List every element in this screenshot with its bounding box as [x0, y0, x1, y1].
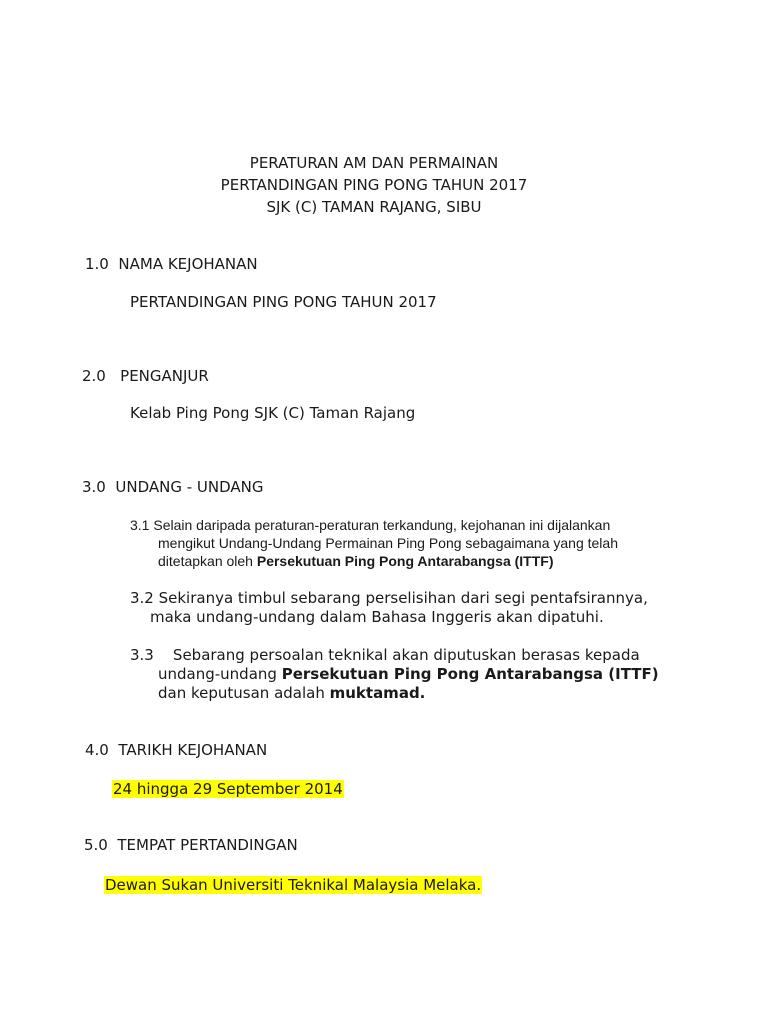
section-1-body: PERTANDINGAN PING PONG TAHUN 2017: [130, 293, 437, 311]
clause-3-2-line-2: maka undang-undang dalam Bahasa Inggeris akan dipatuhi.: [150, 608, 604, 626]
clause-3-2-line-1: 3.2 Sekiranya timbul sebarang perselisihan dari segi pentafsirannya,: [130, 589, 648, 607]
clause-3-3-line-3: [130, 684, 672, 703]
document-title: [0, 152, 748, 218]
section-3-heading: 3.0 UNDANG - UNDANG: [82, 478, 264, 496]
muktamad-bold: muktamad.: [329, 684, 426, 702]
clause-3-3: [130, 646, 672, 703]
title-line-2: PERTANDINGAN PING PONG TAHUN 2017: [220, 176, 528, 194]
section-1-heading: 1.0 NAMA KEJOHANAN: [85, 255, 258, 273]
title-line-3: SJK (C) TAMAN RAJANG, SIBU: [266, 198, 482, 216]
clause-3-3-line-1: 3.3 Sebarang persoalan teknikal akan diputuskan berasas kepada: [130, 646, 640, 664]
clause-3-1-line-3-text: ditetapkan oleh: [158, 553, 257, 569]
clause-3-1-line-1: 3.1 Selain daripada peraturan-peraturan terkandung, kejohanan ini dijalankan: [130, 517, 611, 533]
clause-3-1-line-2: mengikut Undang-Undang Permainan Ping Pong sebagaimana yang telah: [158, 535, 618, 551]
section-5-heading: 5.0 TEMPAT PERTANDINGAN: [84, 836, 298, 854]
section-2-body: Kelab Ping Pong SJK (C) Taman Rajang: [130, 404, 416, 422]
section-4-heading: 4.0 TARIKH KEJOHANAN: [85, 741, 268, 759]
date-highlight: 24 hingga 29 September 2014: [113, 780, 343, 798]
section-4-body: [112, 780, 344, 798]
clause-3-2: [130, 589, 672, 627]
clause-3-3-line-2-text: undang-undang: [158, 665, 282, 683]
section-5-body: [104, 876, 482, 894]
section-2-heading: 2.0 PENGANJUR: [82, 367, 209, 385]
clause-3-3-line-2: [130, 665, 672, 684]
clause-3-3-line-3-text: dan keputusan adalah: [158, 684, 330, 702]
venue-highlight: Dewan Sukan Universiti Teknikal Malaysia Melaka.: [105, 876, 482, 894]
title-line-1: PERATURAN AM DAN PERMAINAN: [249, 154, 499, 172]
ittf-name-bold: Persekutuan Ping Pong Antarabangsa (ITTF): [256, 553, 554, 569]
ittf-name-bold-2: Persekutuan Ping Pong Antarabangsa (ITTF): [281, 665, 659, 683]
clause-3-1-line-3: [130, 552, 672, 570]
clause-3-1: [130, 516, 672, 570]
